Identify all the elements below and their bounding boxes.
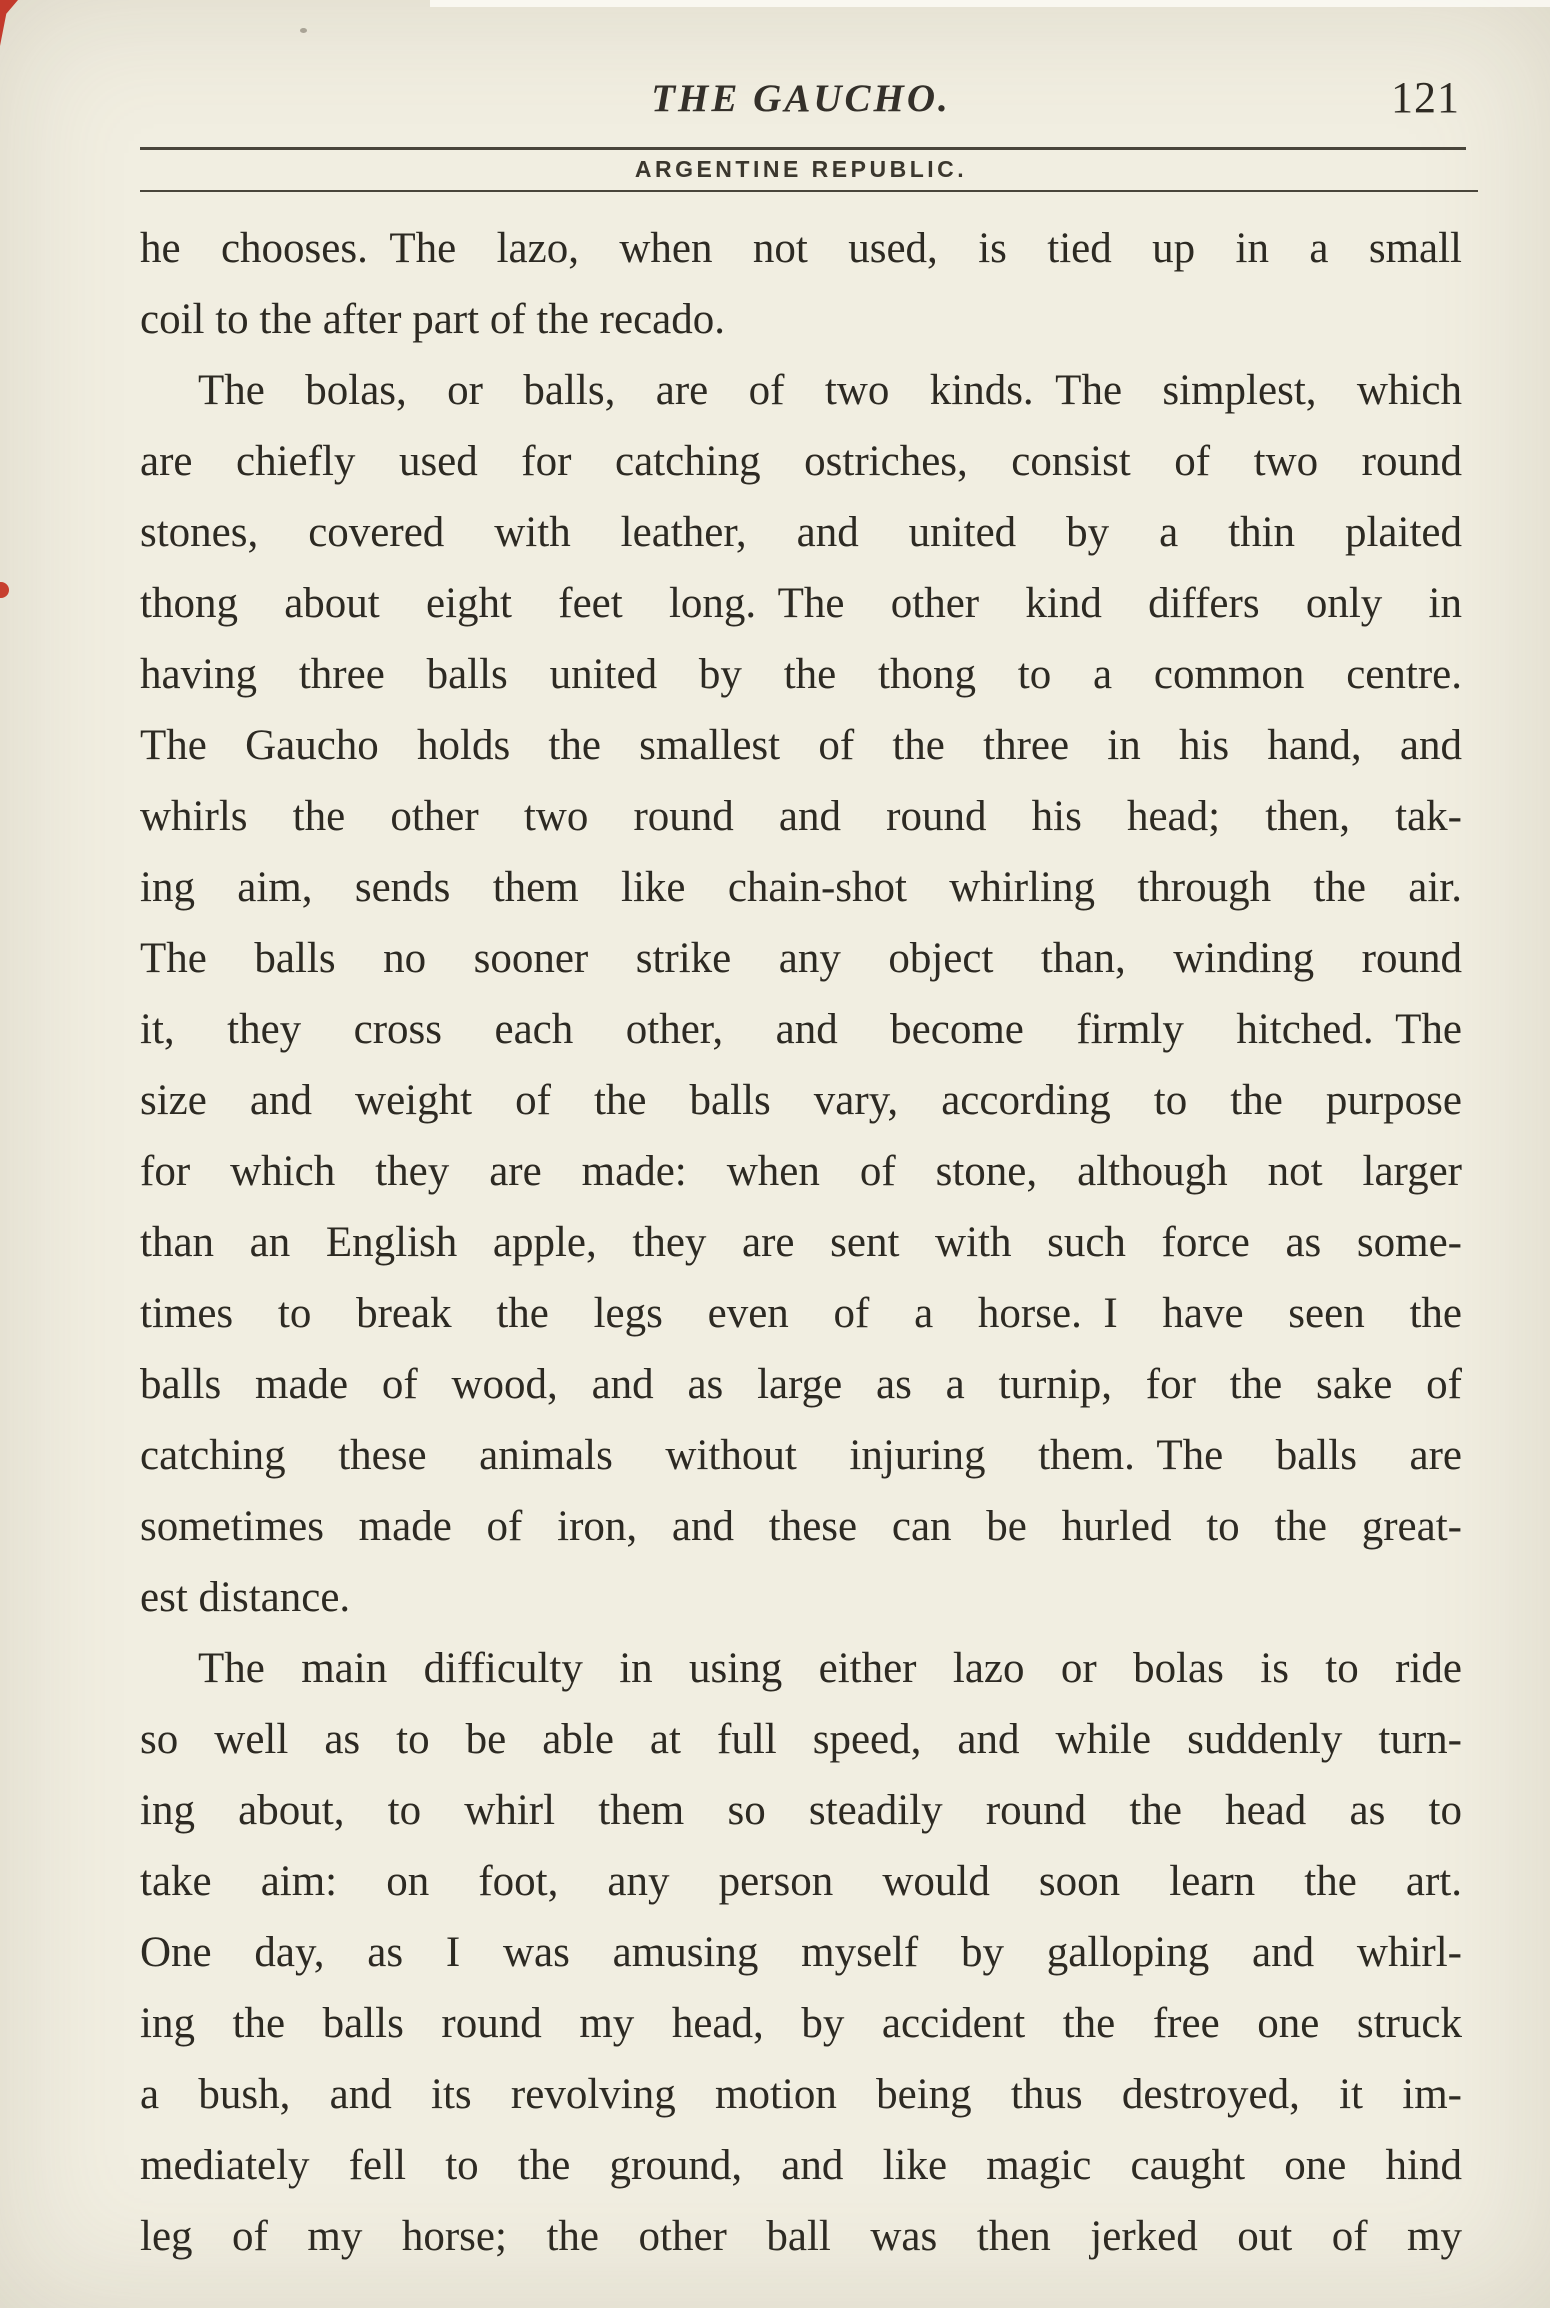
text-line: One day, as I was amusing myself by galloping and whirl- (140, 1929, 1462, 1976)
text-line: The balls no sooner strike any object than, winding round (140, 935, 1462, 982)
text-line: are chiefly used for catching ostriches, consist of two round (140, 438, 1462, 485)
text-line: take aim: on foot, any person would soon learn the art. (140, 1858, 1462, 1905)
text-line: mediately fell to the ground, and like magic caught one hind (140, 2142, 1462, 2189)
text-line: than an English apple, they are sent with such force as some- (140, 1219, 1462, 1266)
running-title: THE GAUCHO. (651, 77, 951, 120)
header-rule-top (140, 147, 1466, 150)
text-line: so well as to be able at full speed, and while suddenly turn- (140, 1716, 1462, 1763)
text-line: The Gaucho holds the smallest of the three in his hand, and (140, 722, 1462, 769)
text-line: ing the balls round my head, by accident the free one struck (140, 2000, 1462, 2047)
text-line: coil to the after part of the recado. (140, 296, 725, 343)
text-line: balls made of wood, and as large as a turnip, for the sake of (140, 1361, 1462, 1408)
text-line: for which they are made: when of stone, although not larger (140, 1148, 1462, 1195)
scan-speck (300, 28, 307, 33)
section-title: ARGENTINE REPUBLIC. (634, 156, 968, 182)
body-text (140, 213, 1462, 2272)
scan-artifact-red-dot (0, 582, 9, 598)
text-line: he chooses. The lazo, when not used, is tied up in a small (140, 225, 1462, 272)
text-line: it, they cross each other, and become firmly hitched. The (140, 1006, 1462, 1053)
text-line: leg of my horse; the other ball was then jerked out of my (140, 2213, 1462, 2260)
text-line: size and weight of the balls vary, according to the purpose (140, 1077, 1462, 1124)
page-number: 121 (1391, 73, 1460, 122)
text-line: stones, covered with leather, and united by a thin plaited (140, 509, 1462, 556)
text-line: whirls the other two round and round his head; then, tak- (140, 793, 1462, 840)
text-line: ing about, to whirl them so steadily round the head as to (140, 1787, 1462, 1834)
text-line: a bush, and its revolving motion being thus destroyed, it im- (140, 2071, 1462, 2118)
text-line: times to break the legs even of a horse. I have seen the (140, 1290, 1462, 1337)
text-line: ing aim, sends them like chain-shot whirling through the air. (140, 864, 1462, 911)
text-line: The main difficulty in using either lazo or bolas is to ride (198, 1645, 1462, 1692)
text-line: The bolas, or balls, are of two kinds. The simplest, which (198, 367, 1462, 414)
header-rule-bottom (140, 190, 1478, 192)
scan-artifact-red-corner (0, 0, 18, 46)
text-line: sometimes made of iron, and these can be hurled to the great- (140, 1503, 1462, 1550)
page-header (140, 73, 1462, 136)
text-line: thong about eight feet long. The other kind differs only in (140, 580, 1462, 627)
scan-edge-light-band (430, 0, 1550, 7)
text-line: having three balls united by the thong to a common centre. (140, 651, 1462, 698)
text-line: est distance. (140, 1574, 351, 1621)
text-line: catching these animals without injuring them. The balls are (140, 1432, 1462, 1479)
